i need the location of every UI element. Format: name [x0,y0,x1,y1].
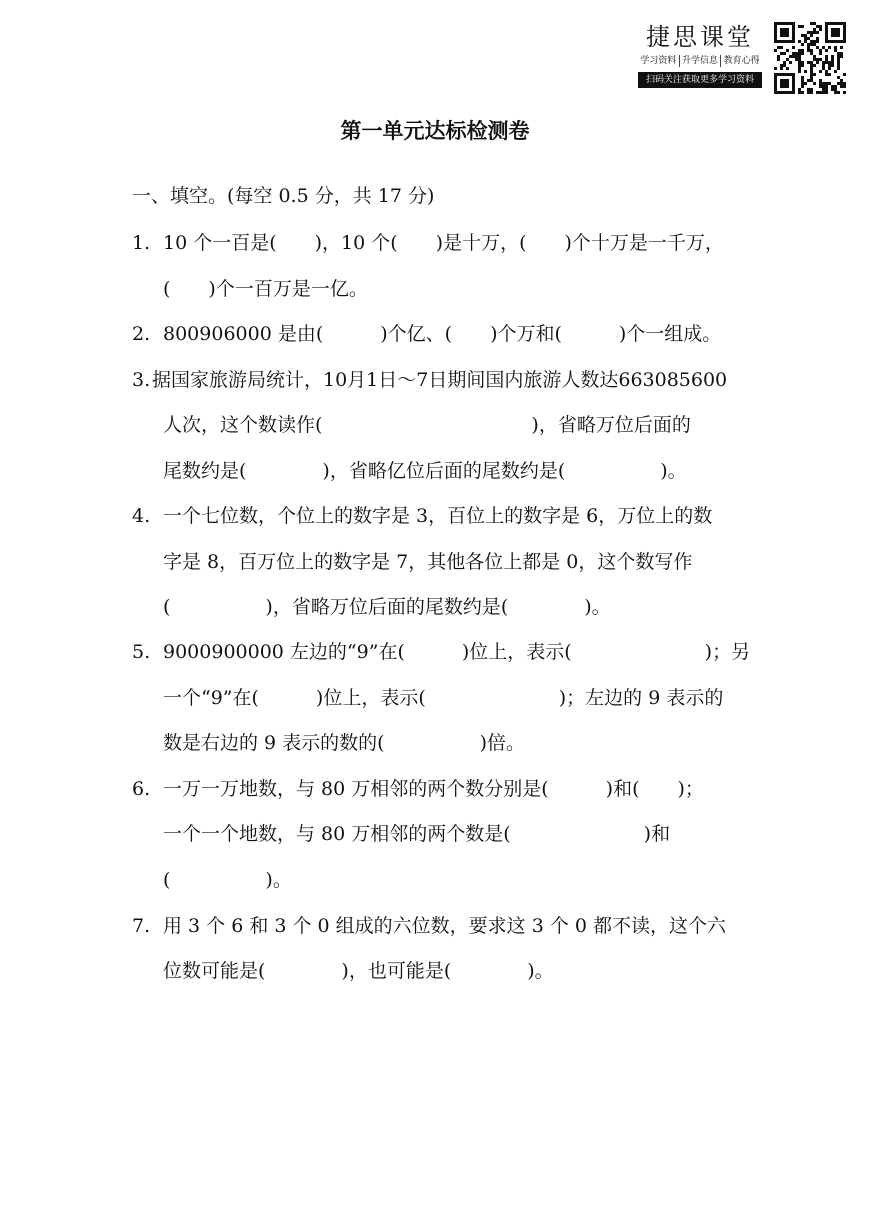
question-text: 一个一个地数，与 80 万相邻的两个数是( )和 [163,823,671,845]
question-text: 字是 8，百万位上的数字是 7，其他各位上都是 0，这个数写作 [163,551,693,573]
brand-logo [638,22,762,88]
question-text: 一个“9”在( )位上，表示( )；左边的 9 表示的 [163,687,724,709]
question-text: 用 3 个 6 和 3 个 0 组成的六位数，要求这 3 个 0 都不读，这个六 [163,915,727,937]
question-text: 800906000 是由( )个亿、( )个万和( )个一组成。 [163,323,722,345]
question-text: 9000900000 左边的“9”在( )位上，表示( )；另 [163,641,751,663]
question-text: 一个七位数，个位上的数字是 3，百位上的数字是 6，万位上的数 [163,505,713,527]
question-text: 人次，这个数读作( )，省略万位后面的 [163,414,691,436]
question-number: 7. [132,915,151,937]
section-heading: 一、填空。(每空 0.5 分，共 17 分) [132,185,435,207]
question-text: 尾数约是( )，省略亿位后面的尾数约是( )。 [163,460,687,482]
question-text: 一万一万地数，与 80 万相邻的两个数分别是( )和( )； [163,778,704,800]
question-number: 4. [132,505,151,527]
question-number: 1. [132,232,151,254]
brand-tag: 学习资料 [640,56,677,66]
question-text: 位数可能是( )，也可能是( )。 [163,960,554,982]
brand-tags [638,55,762,67]
question-text: ( )个一百万是一亿。 [163,278,368,300]
question-number: 5. [132,641,151,663]
brand-name: 捷思课堂 [646,23,754,51]
brand-tag: 教育心得 [720,55,762,67]
question-text: 10 个一百是( )，10 个( )是十万，( )个十万是一千万， [163,232,724,254]
qr-code-icon [774,22,846,94]
question-text: 据国家旅游局统计，10月1日～7日期间国内旅游人数达663085600 [152,369,728,391]
question-text: 数是右边的 9 表示的数的( )倍。 [163,732,525,754]
question-text: ( )。 [163,869,292,891]
question-number: 2. [132,323,151,345]
question-text: ( )，省略万位后面的尾数约是( )。 [163,596,611,618]
question-number: 6. [132,778,151,800]
question-number: 3. [132,369,151,391]
page-title: 第一单元达标检测卷 [340,119,530,143]
brand-tag: 升学信息 [679,55,721,67]
brand-bar: 扫码关注获取更多学习资料 [638,72,762,88]
